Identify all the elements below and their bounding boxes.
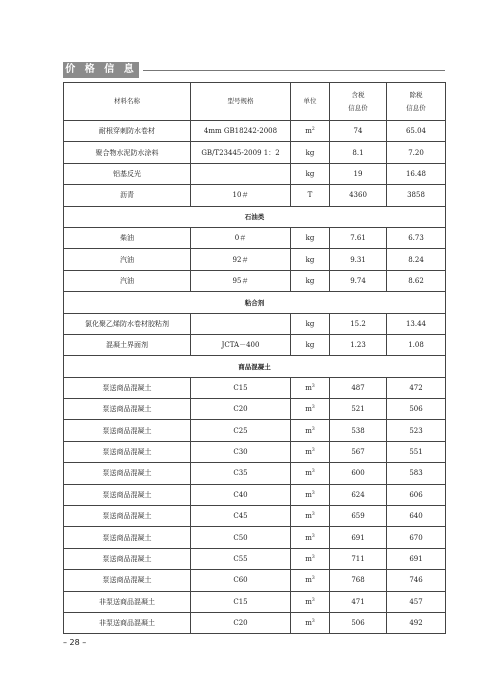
cell-spec: C20 [191, 612, 291, 633]
page-number: – 28 – [63, 638, 87, 647]
cell-unit [291, 420, 330, 441]
table-row [64, 420, 446, 441]
cell-with-tax: 7.61 [330, 227, 387, 248]
category-label: 商品混凝土 [64, 356, 446, 377]
unit-exponent: 3 [311, 619, 315, 625]
cell-unit [291, 484, 330, 505]
cell-without-tax: 7.20 [387, 142, 446, 163]
unit-exponent: 3 [311, 448, 315, 454]
unit-text: kg [305, 319, 315, 328]
cell-spec: C20 [191, 399, 291, 420]
unit-text: kg [305, 234, 315, 243]
category-label: 粘合剂 [64, 292, 446, 313]
cell-unit [291, 399, 330, 420]
table-row [64, 163, 446, 184]
table-row [64, 548, 446, 569]
col-header-with-tax-line1: 含税 [351, 90, 365, 99]
table-row [64, 399, 446, 420]
unit-exponent: 3 [311, 490, 315, 496]
cell-name: 氯化聚乙烯防水卷材胶粘剂 [64, 313, 191, 334]
unit-text: m [305, 576, 312, 585]
cell-without-tax: 746 [387, 570, 446, 591]
unit-text: m [305, 512, 312, 521]
table-row [64, 591, 446, 612]
unit-text: kg [305, 255, 315, 264]
table-row [64, 121, 446, 142]
cell-with-tax: 471 [330, 591, 387, 612]
cell-without-tax: 16.48 [387, 163, 446, 184]
table-row [64, 463, 446, 484]
unit-text: m [305, 533, 312, 542]
cell-name: 泵送商品混凝土 [64, 548, 191, 569]
col-header-name: 材料名称 [64, 83, 191, 121]
cell-spec: C45 [191, 506, 291, 527]
cell-without-tax: 583 [387, 463, 446, 484]
cell-without-tax: 691 [387, 548, 446, 569]
cell-without-tax: 8.24 [387, 249, 446, 270]
col-header-with-tax-line2: 信息价 [348, 103, 368, 112]
cell-without-tax: 506 [387, 399, 446, 420]
cell-name: 汽油 [64, 270, 191, 291]
table-row [64, 441, 446, 462]
unit-exponent: 3 [311, 383, 315, 389]
cell-spec: C35 [191, 463, 291, 484]
cell-with-tax: 711 [330, 548, 387, 569]
cell-with-tax: 768 [330, 570, 387, 591]
unit-exponent: 3 [311, 405, 315, 411]
cell-unit [291, 441, 330, 462]
unit-text: kg [305, 148, 315, 157]
cell-name: 泵送商品混凝土 [64, 506, 191, 527]
unit-text: m [305, 383, 312, 392]
unit-exponent: 3 [311, 576, 315, 582]
table-row [64, 527, 446, 548]
unit-exponent: 3 [311, 512, 315, 518]
cell-name: 柴油 [64, 227, 191, 248]
table-row [64, 313, 446, 334]
unit-text: kg [305, 341, 315, 350]
cell-without-tax: 1.08 [387, 334, 446, 355]
cell-with-tax: 1.23 [330, 334, 387, 355]
cell-name: 沥青 [64, 185, 191, 206]
cell-unit [291, 612, 330, 633]
cell-spec: C55 [191, 548, 291, 569]
cell-name: 汽油 [64, 249, 191, 270]
col-header-spec: 型号规格 [191, 83, 291, 121]
unit-text: m [305, 490, 312, 499]
unit-text: kg [305, 169, 315, 178]
cell-with-tax: 691 [330, 527, 387, 548]
cell-unit [291, 142, 330, 163]
cell-with-tax: 487 [330, 377, 387, 398]
cell-without-tax: 670 [387, 527, 446, 548]
col-header-without-tax-line1: 除税 [409, 90, 423, 99]
table-row [64, 377, 446, 398]
category-row [64, 292, 446, 313]
cell-spec: 95＃ [191, 270, 291, 291]
cell-name: 铝基反光 [64, 163, 191, 184]
cell-without-tax: 551 [387, 441, 446, 462]
col-header-without-tax [387, 83, 446, 121]
cell-unit [291, 185, 330, 206]
cell-name: 泵送商品混凝土 [64, 420, 191, 441]
cell-spec: GB/T23445-2009 1：2 [191, 142, 291, 163]
cell-with-tax: 538 [330, 420, 387, 441]
table-row [64, 249, 446, 270]
cell-with-tax: 506 [330, 612, 387, 633]
cell-with-tax: 9.31 [330, 249, 387, 270]
unit-text: kg [305, 276, 315, 285]
unit-text: m [305, 127, 312, 136]
cell-without-tax: 457 [387, 591, 446, 612]
category-label: 石油类 [64, 206, 446, 227]
unit-text: T [307, 191, 313, 200]
cell-unit [291, 377, 330, 398]
cell-with-tax: 8.1 [330, 142, 387, 163]
unit-text: m [305, 448, 312, 457]
cell-spec [191, 313, 291, 334]
cell-spec: 0＃ [191, 227, 291, 248]
table-row [64, 612, 446, 633]
col-header-without-tax-line2: 信息价 [406, 103, 426, 112]
unit-exponent: 3 [311, 597, 315, 603]
table-row [64, 334, 446, 355]
cell-without-tax: 492 [387, 612, 446, 633]
col-header-unit: 单位 [291, 83, 330, 121]
cell-with-tax: 15.2 [330, 313, 387, 334]
cell-spec: 92＃ [191, 249, 291, 270]
cell-name: 泵送商品混凝土 [64, 484, 191, 505]
cell-without-tax: 65.04 [387, 121, 446, 142]
table-row [64, 506, 446, 527]
table-row [64, 185, 446, 206]
cell-with-tax: 521 [330, 399, 387, 420]
cell-with-tax: 9.74 [330, 270, 387, 291]
col-header-with-tax [330, 83, 387, 121]
cell-name: 泵送商品混凝土 [64, 570, 191, 591]
cell-unit [291, 527, 330, 548]
cell-name: 耐根穿刺防水卷材 [64, 121, 191, 142]
cell-without-tax: 606 [387, 484, 446, 505]
unit-exponent: 3 [311, 426, 315, 432]
category-row [64, 356, 446, 377]
cell-spec: 4mm GB18242-2008 [191, 121, 291, 142]
unit-text: m [305, 405, 312, 414]
table-header-row [64, 83, 446, 121]
unit-exponent: 2 [311, 127, 315, 133]
cell-unit [291, 249, 330, 270]
cell-unit [291, 121, 330, 142]
cell-unit [291, 227, 330, 248]
table-row [64, 270, 446, 291]
cell-spec [191, 163, 291, 184]
cell-spec: C50 [191, 527, 291, 548]
cell-unit [291, 506, 330, 527]
table-row [64, 227, 446, 248]
cell-spec: C15 [191, 591, 291, 612]
cell-with-tax: 624 [330, 484, 387, 505]
cell-name: 混凝土界面剂 [64, 334, 191, 355]
unit-text: m [305, 597, 312, 606]
cell-name: 非泵送商品混凝土 [64, 612, 191, 633]
cell-without-tax: 13.44 [387, 313, 446, 334]
cell-unit [291, 548, 330, 569]
cell-unit [291, 313, 330, 334]
cell-without-tax: 6.73 [387, 227, 446, 248]
cell-name: 泵送商品混凝土 [64, 441, 191, 462]
cell-unit [291, 163, 330, 184]
unit-exponent: 3 [311, 555, 315, 560]
section-title: 价 格 信 息 [63, 62, 139, 78]
cell-unit [291, 270, 330, 291]
cell-spec: C40 [191, 484, 291, 505]
cell-spec: C15 [191, 377, 291, 398]
section-header [63, 62, 445, 78]
cell-with-tax: 600 [330, 463, 387, 484]
cell-with-tax: 4360 [330, 185, 387, 206]
unit-exponent: 3 [311, 469, 315, 475]
cell-name: 泵送商品混凝土 [64, 377, 191, 398]
header-divider [143, 70, 445, 71]
cell-name: 非泵送商品混凝土 [64, 591, 191, 612]
unit-text: m [305, 555, 312, 563]
cell-spec: 10＃ [191, 185, 291, 206]
cell-unit [291, 570, 330, 591]
cell-name: 泵送商品混凝土 [64, 527, 191, 548]
cell-spec: C25 [191, 420, 291, 441]
unit-text: m [305, 619, 312, 628]
cell-spec: JCTA－400 [191, 334, 291, 355]
table-row [64, 570, 446, 591]
cell-without-tax: 640 [387, 506, 446, 527]
table-row [64, 484, 446, 505]
cell-with-tax: 567 [330, 441, 387, 462]
cell-without-tax: 8.62 [387, 270, 446, 291]
cell-without-tax: 3858 [387, 185, 446, 206]
cell-with-tax: 19 [330, 163, 387, 184]
table-row [64, 142, 446, 163]
cell-spec: C60 [191, 570, 291, 591]
category-row [64, 206, 446, 227]
cell-unit [291, 591, 330, 612]
table-body [64, 121, 446, 634]
cell-without-tax: 472 [387, 377, 446, 398]
cell-name: 泵送商品混凝土 [64, 463, 191, 484]
cell-unit [291, 334, 330, 355]
cell-name: 聚合物水泥防水涂料 [64, 142, 191, 163]
cell-with-tax: 74 [330, 121, 387, 142]
unit-exponent: 3 [311, 533, 315, 539]
cell-spec: C30 [191, 441, 291, 462]
unit-text: m [305, 469, 312, 478]
cell-without-tax: 523 [387, 420, 446, 441]
cell-with-tax: 659 [330, 506, 387, 527]
cell-name: 泵送商品混凝土 [64, 399, 191, 420]
unit-text: m [305, 426, 312, 435]
cell-unit [291, 463, 330, 484]
price-table [63, 82, 446, 634]
